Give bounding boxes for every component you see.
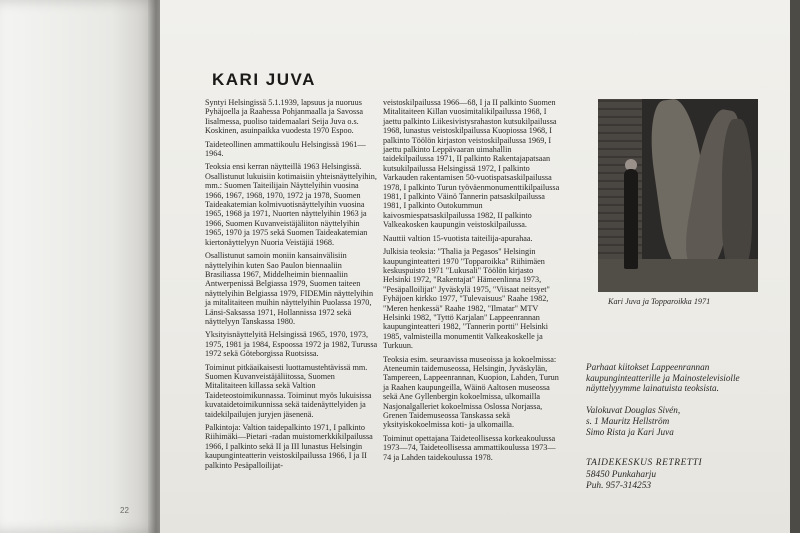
publisher-postal: 58450 Punkaharju (586, 469, 657, 480)
bio-paragraph: Toiminut opettajana Taideteollisessa korkeakoulussa 1973—74, Taideteollisessa ammattikoulussa 1973—74 ja Lahden taidekoulussa 1978. (383, 433, 556, 462)
bio-paragraph: Julkisia teoksia: "Thalia ja Pegasos" Helsingin kaupunginteatteri 1970 "Topparoikka" Riihimäen keskuspuisto 1971 "Lukusali" Töölön kirjasto Helsinki 1972, "Rakentajat" Hämeenlinna 1973, "Pesäpalloilijat" Jyväskylä 1975, "Viisaat neitsyet" Fyhäjoen kirkko 1977, "Tulevaisuus" Raahe 1982, "Meren henkessä" Raahe 1982, "Ilmatar" MTV Helsinki 1982, "Tyttö Karjalan" Lappeenrannan kaupunginteatteri 1982, "Tannerin portti" Helsinki 1985, valmisteilla monumentit Valkeakoskelle ja Turkuun. (383, 247, 550, 351)
artist-photo (598, 99, 758, 292)
publisher-phone: Puh. 957-314253 (586, 481, 652, 492)
acknowledgement-text: Parhaat kiitokset Lappeenrannan kaupunginteatterille ja Mainostelevisiolle näyttelyyymme lainatuista teoksista. (586, 362, 740, 394)
facing-page (0, 0, 160, 533)
credits-line: Simo Rista ja Kari Juva (586, 427, 674, 438)
bio-paragraph: veistoskilpailussa 1966—68, I ja II palkinto Suomen Mitalitaiteen Killan vuosimitalikilpailussa 1968, I jaettu palkinto Liikesivistysrahaston kutsukilpailussa 1968, lunastus veistoskilpailussa Kuopiossa 1968, I palkinto Töölön kirjaston veistoskilpailussa 1969, I jaettu palkinto Leppävaaran uimahallin taidekilpailussa 1971, II palkinto Rakentajapatsaan kutsukilpailussa Helsingissä 1972, I palkinto Varkauden rakentamisen 50-vuotispatsaskilpailussa 1978, I palkinto Turun työväenmonumenttikilpailussa 1981, I palkinto Väinö Tannerin patsaskilpailussa 1981, I palkinto Outokummun kaivosmiespatsaskilpailussa 1982, II palkinto Valkeakosken kaupungin veistoskilpailussa. (383, 98, 560, 230)
photo-caption: Kari Juva ja Topparoikka 1971 (608, 297, 711, 306)
bio-paragraph: Teoksia esim. seuraavissa museoissa ja kokoelmissa: Ateneumin taidemuseossa, Helsingin, Jyväskylän, Tampereen, Lappeenrannan, Kuopion, Lahden, Turun ja Raahen kaupungeilla, Wäinö Aaltosen museossa sekä Ane Gyllenbergin kokoelmissa, ulkomailla Nasjonalgalleriet kokoelmissa Oslossa Norjassa, Grenen Taidemuseossa Tanskassa sekä yksityiskokoelmissa koti- ja ulkomailla. (383, 354, 559, 430)
bio-paragraph: Teoksia ensi kerran näytteillä 1963 Helsingissä. Osallistunut lukuisiin kotimaisiin yhteisnäyttelyihin, mm.: Suomen Taiteilijain Näyttelyihin vuosina 1966, 1967, 1968, 1970, 1972 ja 1978, Suomen Taideakatemian kolmivuotisnäyttelyihin vuosina 1965, 1968 ja 1971, Nuorten näyttelyihin 1963 ja 1966, Suomen Kuvanveistäjäliiton näyttelyihin 1965, 1970 ja 1975 sekä Suomen Taideakatemian kiertonäyttelyyn Nuoria Veistäjiä 1968. (205, 162, 377, 247)
credits-line: Valokuvat Douglas Sivén, (586, 405, 681, 415)
photo-person (624, 169, 638, 269)
publisher-address (586, 458, 784, 493)
biography-column-1 (205, 98, 378, 474)
bio-paragraph: Toiminut pitkäaikaisesti luottamustehtävissä mm. Suomen Kuvanveistäjäliitossa, Suomen Mitalitaiteen killassa sekä Valtion Taideteostoimikunnassa. Toiminut myös lukuisissa kuvataidetoimikunnissa sekä taidenäyttelyiden ja taidekilpailujen juryjen jäsenenä. (205, 362, 372, 419)
bio-paragraph: Palkintoja: Valtion taidepalkinto 1971, I palkinto Riihimäki—Pietari -radan muistomerkkikilpailussa 1966, I palkinto sekä II ja III lunastus Helsingin kaupunginteatterin veistoskilpailussa 1966, I ja II palkinto Pesäpalloilijat- (205, 423, 373, 470)
photo-sculpture-trunk (722, 119, 752, 269)
credits-line: s. 1 Mauritz Hellström (586, 416, 670, 427)
bio-paragraph: Syntyi Helsingissä 5.1.1939, lapsuus ja nuoruus Pyhäjoella ja Raahessa Pohjanmaalla ja Savossa Iisalmessa, puoliso taidemaalari Seija Juva o.s. Koskinen, asuinpaikka vuodesta 1970 Espoo. (205, 98, 364, 136)
publisher-name: TAIDEKESKUS RETRETTI (586, 458, 703, 468)
biography-column-2 (383, 98, 561, 466)
bio-paragraph: Taideteollinen ammattikoulu Helsingissä 1961—1964. (205, 139, 366, 159)
bio-paragraph: Osallistunut samoin moniin kansainvälisiin näyttelyihin kuten Sao Paulon biennaaliin Brasiliassa 1967, Middelheimin biennaaliin Antwerpenissä Belgiassa 1979, Suomen taiteen näyttelyihin Belgiassa 1979, FIDEMin näyttelyihin ja mitalitaiteen muihin näyttelyihin Puolassa 1970, Länsi-Saksassa 1971, Hollannissa 1972 sekä näyttelyyn Tanskassa 1980. (205, 251, 374, 326)
page-edge (790, 0, 800, 533)
page-number: 22 (120, 506, 129, 515)
photo-ground (598, 259, 758, 292)
artist-name-heading: KARI JUVA (212, 70, 316, 89)
bio-paragraph: Yksityisnäyttelyitä Helsingissä 1965, 1970, 1973, 1975, 1981 ja 1984, Espoossa 1972 ja 1982, Turussa 1972 sekä Göteborgissa Ruotsissa. (205, 330, 378, 359)
bio-paragraph: Nauttii valtion 15-vuotista taiteilija-apurahaa. (383, 233, 533, 243)
photo-credits (586, 405, 784, 439)
